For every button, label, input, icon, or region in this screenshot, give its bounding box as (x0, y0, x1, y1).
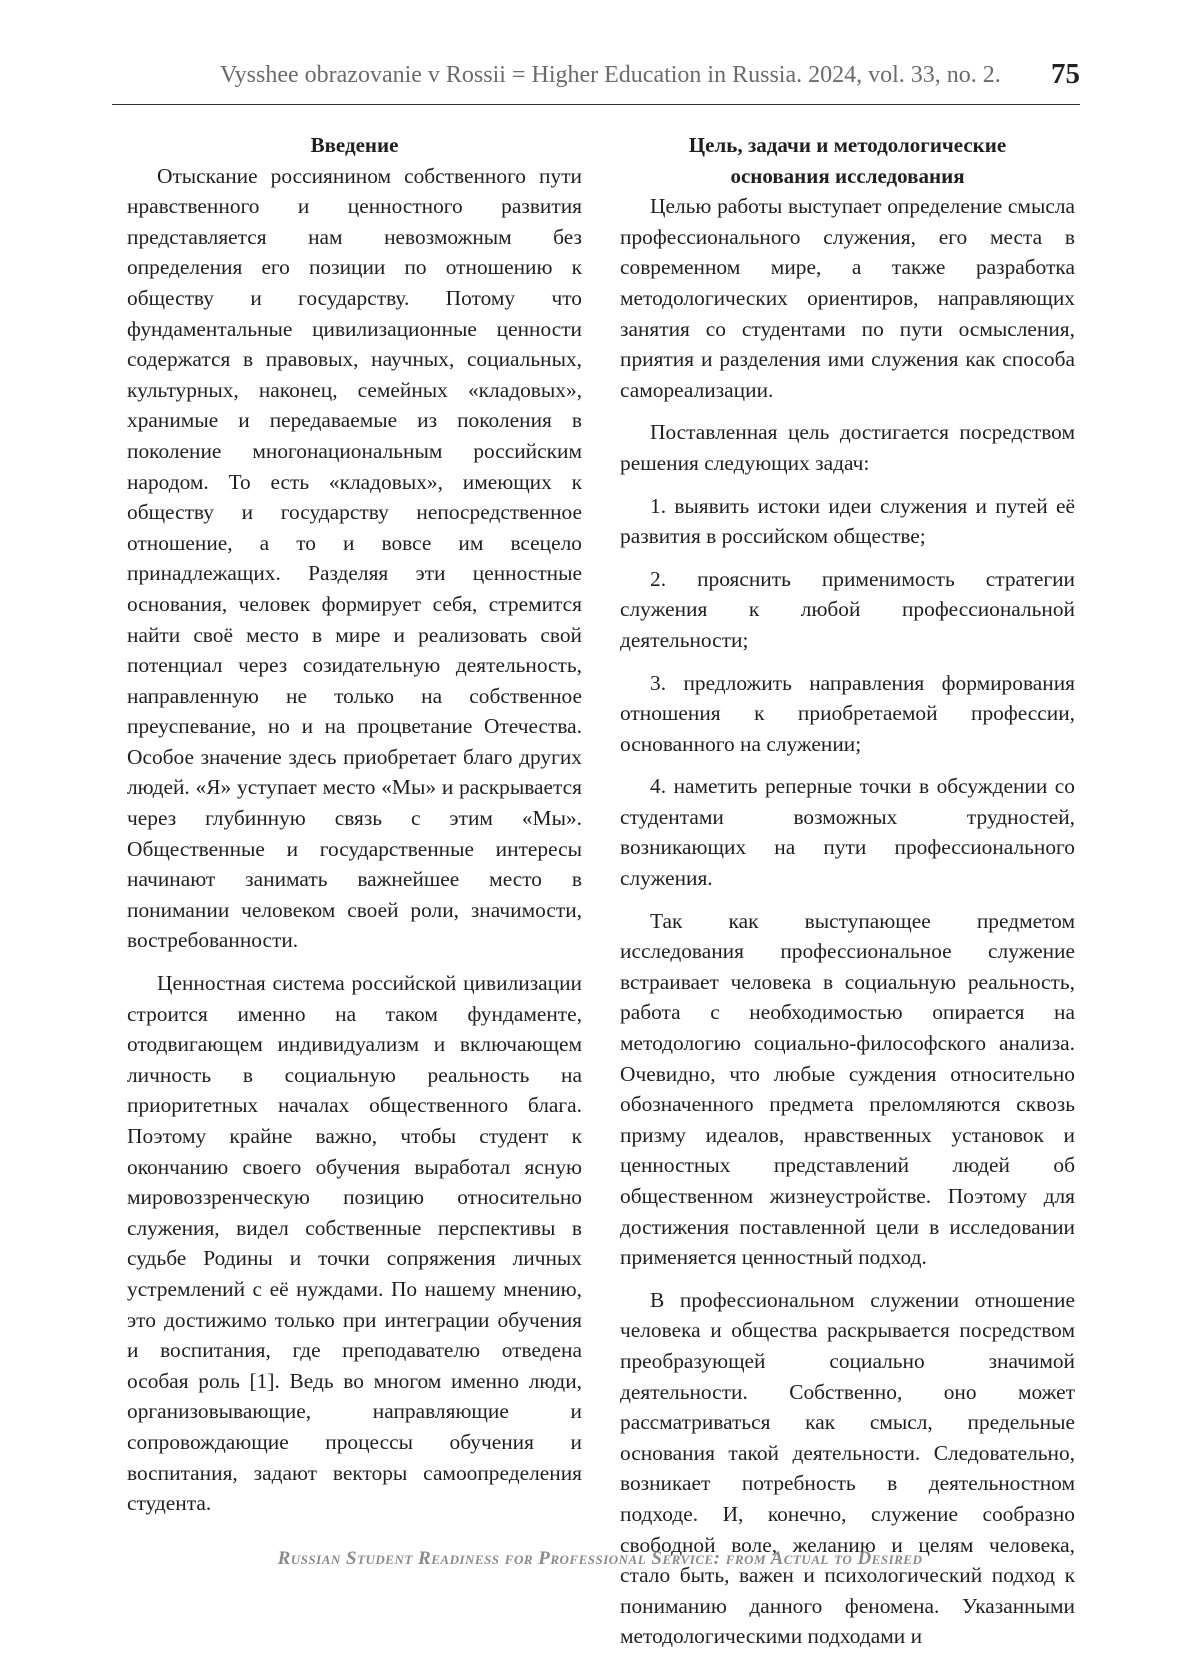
section-heading-introduction: Введение (310, 133, 399, 157)
paragraph: Поставленная цель достигается посредством решения следующих задач: (620, 420, 1075, 475)
task-item: 2. прояснить применимость стратегии служения к любой профессиональной деятельности; (620, 566, 1075, 652)
right-column (620, 130, 1075, 1652)
paragraph: В профессиональном служении отношение человека и общества раскрывается посредством преобразующей социально значимой деятельности. Собственно, оно может рассматриваться как смысл, предельные основания такой деятельности. Следовательно, возникает потребность в деятельностном подходе. И, конечно, служение сообразно свободной воле, желанию и целям человека, стало быть, важен и психологический подход к пониманию данного феномена. Указанными методологическими подходами и (620, 1287, 1075, 1649)
header-divider (112, 104, 1080, 105)
running-title-footer: Russian Student Readiness for Professional Service: from Actual to Desired (277, 1548, 923, 1569)
section-heading-aims (620, 130, 1075, 191)
journal-citation: Vysshee obrazovanie v Rossii = Higher Education in Russia. 2024, vol. 33, no. 2. (220, 62, 1001, 88)
task-item: 3. предложить направления формирования отношения к приобретаемой профессии, основанного на служении; (620, 670, 1075, 756)
left-column (127, 130, 582, 1519)
page-header (112, 60, 1080, 108)
task-item: 4. наметить реперные точки в обсуждении со студентами возможных трудностей, возникающих на пути профессионального служения. (620, 774, 1075, 891)
heading-line: Цель, задачи и методологические (688, 133, 1007, 157)
task-item: 1. выявить истоки идеи служения и путей её развития в российском обществе; (620, 493, 1075, 549)
paragraph: Так как выступающее предметом исследования профессиональное служение встраивает человека в социальную реальность, работа с необходимостью опирается на методологию социально-философского анализа. Очевидно, что любые суждения относительно обозначенного предмета преломляются сквозь призму идеалов, нравственных установок и ценностных представлений людей об общественном жизнеустройстве. Поэтому для достижения поставленной цели в исследовании применяется ценностный подход. (620, 908, 1075, 1270)
paragraph: Отыскание россиянином собственного пути нравственного и ценностного развития представляется нам невозможным без определения его позиции по отношению к обществу и государству. Потому что фундаментальные цивилизационные ценности содержатся в правовых, научных, социальных, культурных, наконец, семейных «кладовых», хранимые и передаваемые из поколения в поколение многонациональным российским народом. То есть «кладовых», имеющих к обществу и государству непосредственное отношение, а то и вовсе им всецело принадлежащих. Разделяя эти ценностные основания, человек формирует себя, стремится найти своё место в мире и реализовать свой потенциал через созидательную деятельность, направленную не только на собственное преуспевание, но и на процветание Отечества. Особое значение здесь приобретает благо других людей. «Я» уступает место «Мы» и раскрывается через глубинную связь с этим «Мы». Общественные и государственные интересы начинают занимать важнейшее место в понимании человеком своей роли, значимости, востребованности. (127, 163, 582, 953)
page-number: 75 (1051, 58, 1080, 90)
heading-line: основания исследования (730, 163, 965, 188)
paragraph: Ценностная система российской цивилизации строится именно на таком фундаменте, отодвигающем индивидуализм и включающем личность в социальную реальность на приоритетных началах общественного блага. Поэтому крайне важно, чтобы студент к окончанию своего обучения выработал ясную мировоззренческую позицию относительно служения, видел собственные перспективы в судьбе Родины и точки сопряжения личных устремлений с её нуждами. По нашему мнению, это достижимо только при интеграции обучения и воспитания, где преподавателю отведена особая роль [1]. Ведь во многом именно люди, организовывающие, направляющие и сопровождающие процессы обучения и воспитания, задают векторы самоопределения студента. (127, 971, 582, 1516)
paragraph: Целью работы выступает определение смысла профессионального служения, его места в современном мире, а также разработка методологических ориентиров, направляющих занятия со студентами по пути осмысления, приятия и разделения ими служения как способа самореализации. (620, 194, 1075, 402)
